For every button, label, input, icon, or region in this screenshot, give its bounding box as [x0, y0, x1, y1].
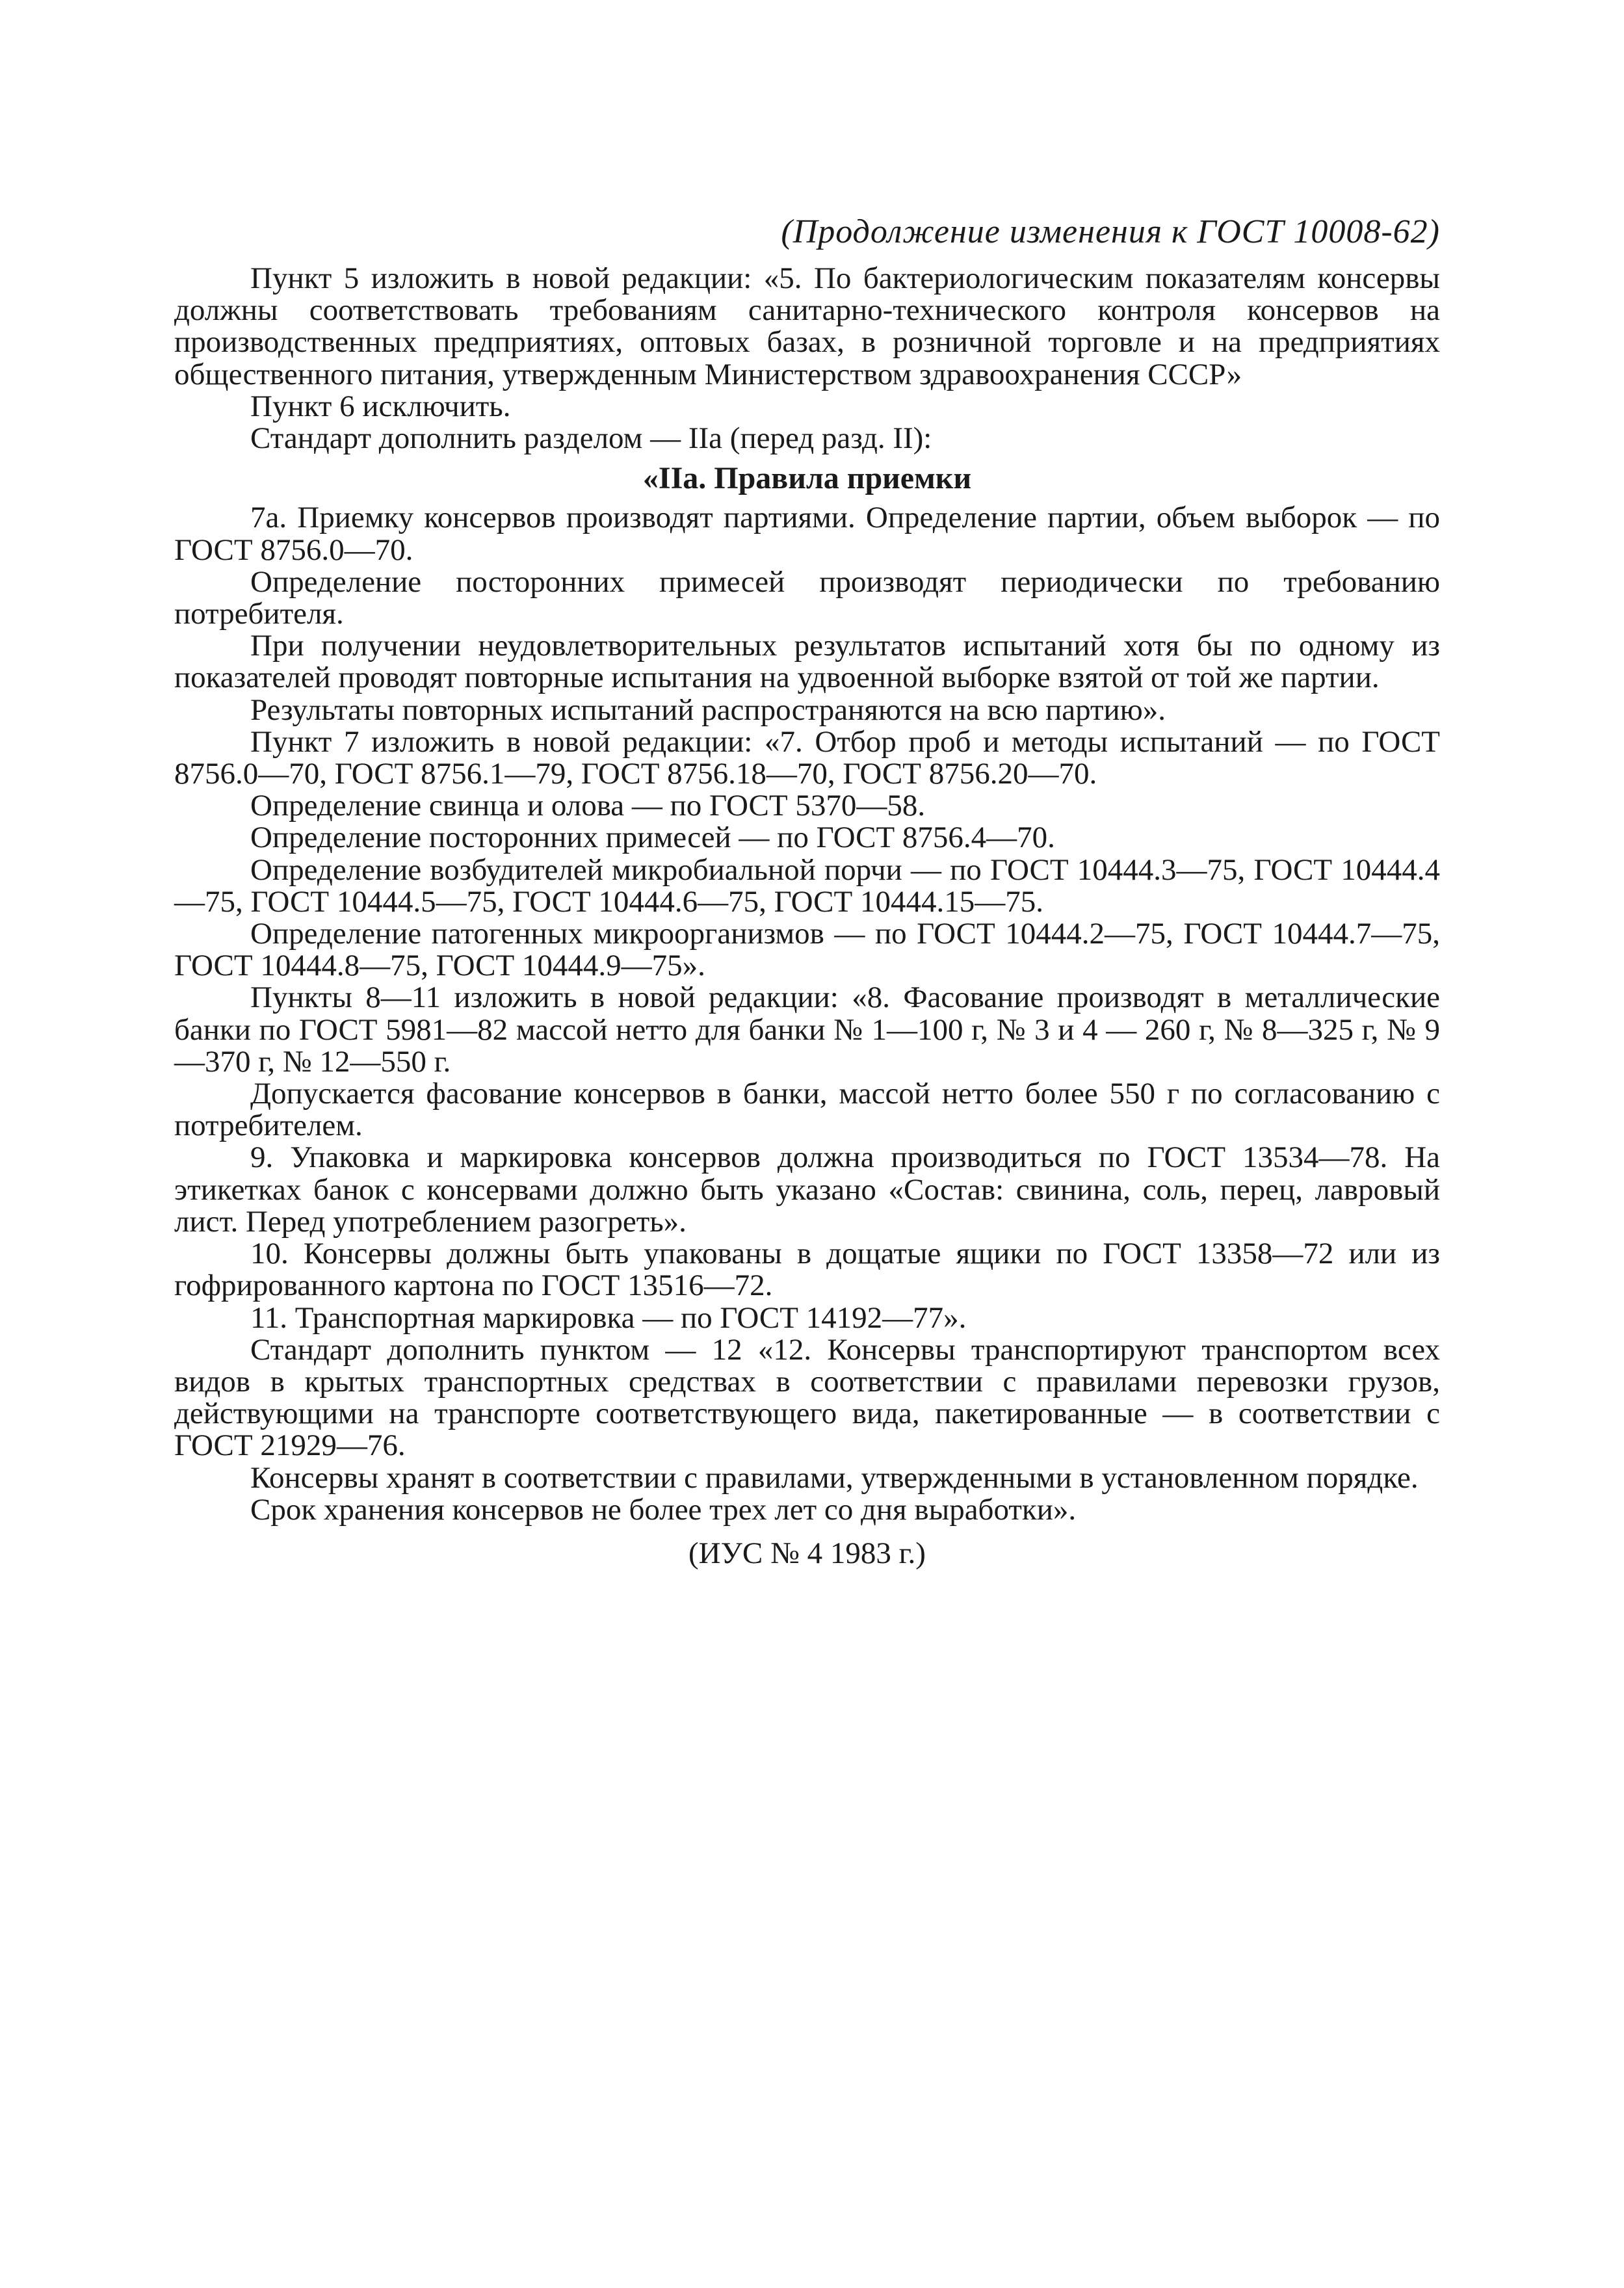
paragraph-spoilage-agents: Определение возбудителей микробиальной порчи — по ГОСТ 10444.3—75, ГОСТ 10444.4—75, ГОСТ 10444.5—75, ГОСТ 10444.6—75, ГОСТ 10444.15—75. — [174, 852, 1440, 919]
paragraph-foreign-impurities: Определение посторонних примесей — по ГОСТ 8756.4—70. — [250, 821, 1055, 855]
paragraph-storage-rules: Консервы хранят в соответствии с правилами, утвержденными в установленном порядке. — [250, 1460, 1419, 1495]
ius-reference: (ИУС № 4 1983 г.) — [688, 1536, 926, 1570]
document-body — [174, 209, 1440, 1570]
paragraph-repeat-tests: При получении неудовлетворительных результатов испытаний хотя бы по одному из показателей проводят повторные испытания на удвоенной выборке взятой от той же партии. — [174, 629, 1440, 695]
paragraph-item-7: Пункт 7 изложить в новой редакции: «7. Отбор проб и методы испытаний — по ГОСТ 8756.0—70, ГОСТ 8756.1—79, ГОСТ 8756.18—70, ГОСТ 8756.20—70. — [174, 724, 1440, 791]
paragraph-repeat-results: Результаты повторных испытаний распространяются на всю партию». — [250, 692, 1166, 727]
paragraph-packing-allowed: Допускается фасование консервов в банки, массой нетто более 550 г по согласованию с потребителем. — [174, 1077, 1440, 1143]
paragraph-item-10: 10. Консервы должны быть упакованы в дощатые ящики по ГОСТ 13358—72 или из гофрированного картона по ГОСТ 13516—72. — [174, 1237, 1440, 1303]
paragraph-item-5: Пункт 5 изложить в новой редакции: «5. По бактериологическим показателям консервы должны соответствовать требованиям санитарно-технического контроля консервов на производственных предприятиях, оптовых базах, в розничной торговле и на предприятиях общественного питания, утвержденным Министерством здравоохранения СССР» — [174, 261, 1440, 391]
section-heading: «IIa. Правила приемки — [642, 461, 972, 496]
paragraph-item-12: Стандарт дополнить пунктом — 12 «12. Консервы транспортируют транспортом всех видов в крытых транспортных средствах в соответствии с правилами перевозки грузов, действующими на транспорте соответствующего вида, пакетированные — в соответствии с ГОСТ 21929—76. — [174, 1332, 1440, 1463]
paragraph-lead-tin: Определение свинца и олова — по ГОСТ 5370—58. — [250, 789, 926, 823]
paragraph-item-11: 11. Транспортная маркировка — по ГОСТ 14192—77». — [250, 1300, 967, 1335]
paragraph-7a: 7а. Приемку консервов производят партиями. Определение партии, объем выборок — по ГОСТ 8756.0—70. — [174, 501, 1440, 567]
paragraph-item-6: Пункт 6 исключить. — [250, 389, 511, 423]
paragraph-item-9: 9. Упаковка и маркировка консервов должна производиться по ГОСТ 13534—78. На этикетках банок с консервами должно быть указано «Состав: свинина, соль, перец, лавровый лист. Перед употреблением разогреть». — [174, 1140, 1440, 1239]
paragraph-impurities-periodic: Определение посторонних примесей производят периодически по требованию потребителя. — [174, 564, 1440, 631]
continuation-header: (Продолжение изменения к ГОСТ 10008-62) — [781, 213, 1440, 250]
paragraph-shelf-life: Срок хранения консервов не более трех лет со дня выработки». — [250, 1492, 1077, 1527]
paragraph-add-section: Стандарт дополнить разделом — IIa (перед разд. II): — [250, 421, 932, 456]
paragraph-items-8-11: Пункты 8—11 изложить в новой редакции: «8. Фасование производят в металлические банки по ГОСТ 5981—82 массой нетто для банки № 1—100 г, № 3 и 4 — 260 г, № 8—325 г, № 9—370 г, № 12—550 г. — [174, 980, 1440, 1079]
paragraph-pathogens: Определение патогенных микроорганизмов — по ГОСТ 10444.2—75, ГОСТ 10444.7—75, ГОСТ 10444.8—75, ГОСТ 10444.9—75». — [174, 917, 1440, 983]
